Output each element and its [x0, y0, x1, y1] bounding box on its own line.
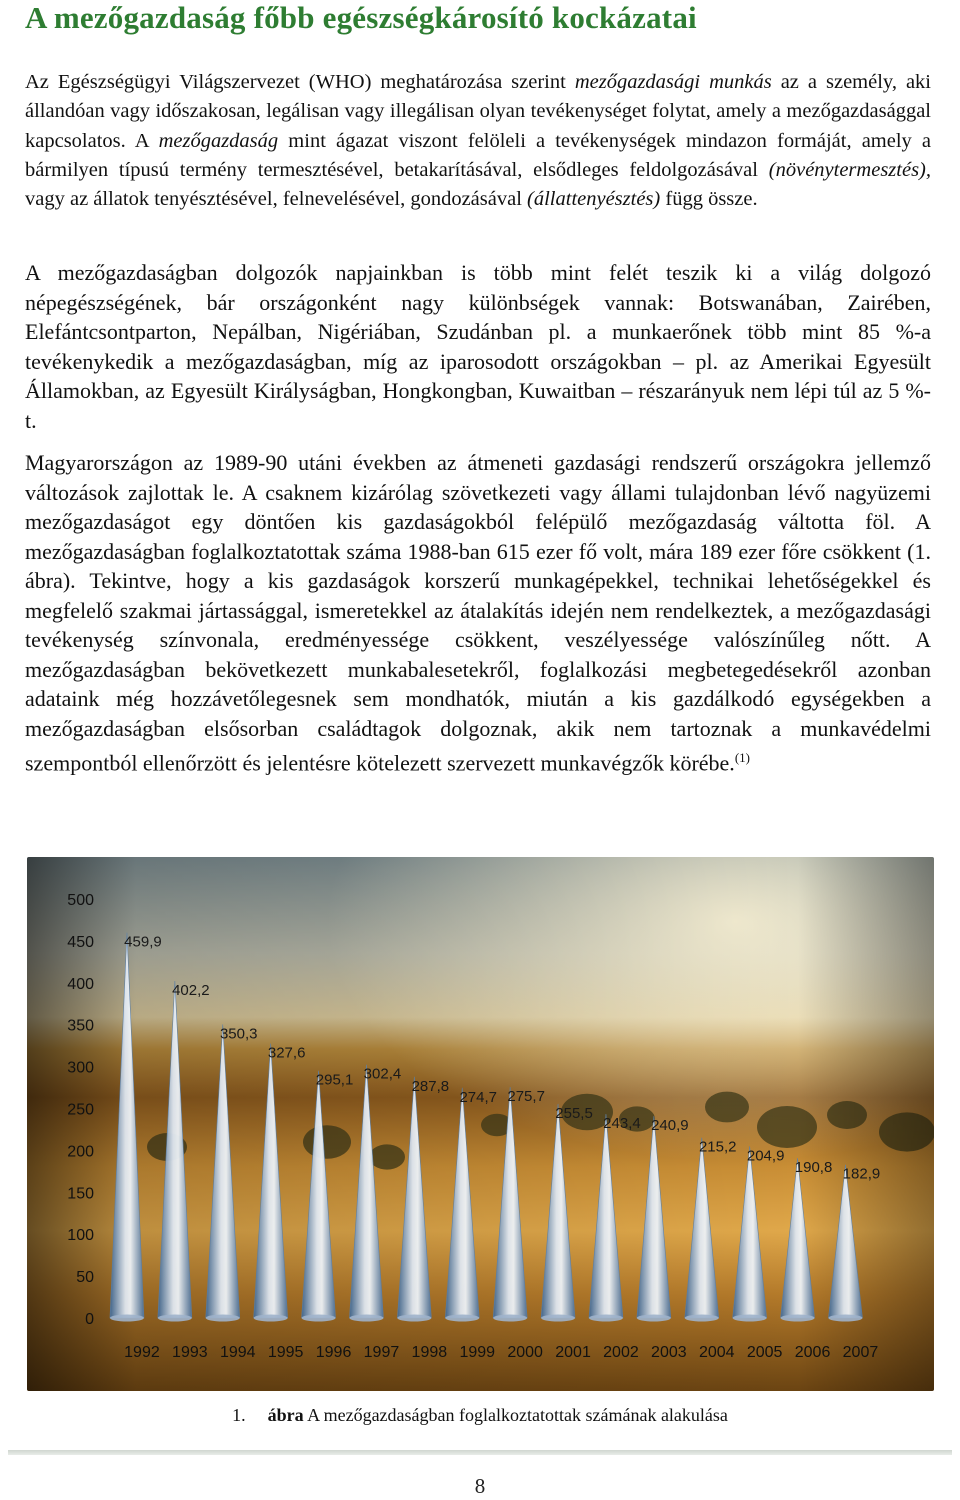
figure-caption: [0, 1405, 960, 1426]
data-label: 350,3: [219, 1025, 258, 1043]
y-tick-label: 450: [67, 933, 94, 951]
caption-text: A mezőgazdaságban foglalkoztatottak számának alakulása: [303, 1405, 728, 1425]
p1-text-3: mint ágazat viszont felöleli a tevékenységek mindazon formáját, amely a bármilyen típusú termény termesztésével, betakarításával, elsődleges feldolgozásával: [25, 129, 932, 181]
data-label: 275,7: [507, 1087, 545, 1105]
x-tick-label: 2004: [698, 1344, 735, 1361]
data-label: 255,5: [555, 1104, 593, 1122]
bar-base: [541, 1315, 575, 1322]
data-label: 243,4: [603, 1115, 641, 1133]
data-label: 182,9: [842, 1165, 881, 1183]
caption-label: ábra: [267, 1405, 304, 1425]
employment-chart: [27, 857, 934, 1391]
paragraph-world-share: A mezőgazdaságban dolgozók napjainkban is több mint felét teszik ki a világ dolgozó népegészségének, bár országonként nagy különbségek vannak: Botswanában, Zairében, Elefántcsontparton, Nepálban, Nigériában, Szudánban pl. a munkaerőnek több mint 85 %-a tevékenykedik a mezőgazdaságban, míg az iparosodott országokban – pl. az Amerikai Egyesült Államokban, az Egyesült Királyságban, Hongkongban, Kuwaitban – részarányuk nem lépi túl az 5 %-t.: [25, 260, 931, 433]
page-number: 8: [474, 1474, 486, 1498]
bar-base: [110, 1315, 144, 1322]
bar-base: [206, 1315, 240, 1322]
data-label: 204,9: [746, 1147, 785, 1165]
bar-base: [445, 1315, 479, 1322]
y-tick-label: 400: [67, 975, 94, 993]
y-tick-label: 250: [67, 1101, 94, 1119]
p1-text-2: az a személy, aki állandóan vagy időszakosan, legálisan vagy illegálisan olyan tevékenységet folytat, amely a mezőgazdasággal kapcsolatos. A: [25, 71, 931, 152]
y-tick-label: 0: [85, 1311, 94, 1328]
reference-marker: (1): [734, 750, 750, 765]
bar-base: [493, 1315, 527, 1322]
x-tick-label: 1992: [124, 1344, 160, 1361]
bar-base: [733, 1315, 767, 1322]
x-tick-label: 1995: [267, 1344, 304, 1361]
p1-text-4: vagy az állatok tenyésztésével, felnevelésével, gondozásával: [25, 188, 528, 211]
y-tick-label: 50: [76, 1269, 94, 1287]
y-tick-label: 500: [67, 892, 94, 909]
page-heading: A mezőgazdaság főbb egészségkárosító kockázatai: [25, 0, 697, 35]
bar-base: [589, 1315, 623, 1322]
p3-body: Magyarországon az 1989-90 utáni években az átmeneti gazdasági rendszerű országokra jellemző változások zajlottak le. A csaknem kizárólag szövetkezeti vagy állami tulajdonban lévő nagyüzemi mezőgazdaságot egy döntően kis gazdaságokból felépülő mezőgazdaság váltotta föl. A mezőgazdaságban foglalkoztatottak száma 1988-ban 615 ezer fő volt, mára 189 ezer főre csökkent (1. ábra). Tekintve, hogy a kis gazdaságok korszerű munkagépekkel, technikai lehetőségekkel és megfelelő szakmai jártassággal, ismeretekkel az átalakítás idején nem rendelkeztek, a mezőgazdasági tevékenység színvonala, eredményessége csökkent, veszélyessége valószínűleg nőtt. A mezőgazdaságban bekövetkezett munkabalesetekről, foglalkozási megbetegedésekről azonban adataink még hozzávetőlegesnek sem mondhatók, miután a kis gazdálkodó egységekben a mezőgazdaságban elsősorban családtagok dolgoznak, akik nem tartoznak a munkavédelmi szempontból ellenőrzött és jelentésre kötelezett szervezett munkavégzők körébe.: [25, 450, 931, 776]
x-tick-label: 2005: [746, 1344, 783, 1361]
p1-text-1: Az Egészségügyi Világszervezet (WHO) meghatározása szerint: [25, 71, 575, 93]
data-label: 215,2: [698, 1138, 737, 1156]
caption-number: 1.: [232, 1405, 246, 1425]
bar-base: [302, 1315, 336, 1322]
data-label: 402,2: [172, 981, 210, 999]
paragraph-who-definition: [25, 68, 931, 214]
bar-base: [685, 1315, 719, 1322]
x-tick-label: 1996: [315, 1344, 352, 1361]
x-tick-label: 2000: [507, 1344, 543, 1361]
y-tick-label: 200: [67, 1143, 94, 1161]
bar-base: [158, 1315, 192, 1322]
p1-term-animal-husbandry: (állattenyésztés): [527, 188, 661, 211]
y-tick-label: 300: [67, 1059, 94, 1077]
x-tick-label: 2006: [794, 1344, 831, 1361]
y-tick-label: 350: [67, 1017, 94, 1035]
x-tick-label: 2002: [603, 1344, 639, 1361]
x-tick-label: 1994: [219, 1344, 256, 1361]
p1-term-agricultural-worker: mezőgazdasági munkás: [574, 71, 772, 93]
data-label: 302,4: [363, 1065, 402, 1083]
data-label: 459,9: [124, 933, 162, 951]
paragraph-hungary: [25, 448, 931, 778]
p1-text-5: függ össze.: [660, 188, 758, 211]
x-tick-label: 2003: [651, 1344, 687, 1361]
y-tick-label: 100: [67, 1227, 94, 1245]
data-label: 190,8: [794, 1159, 833, 1177]
chart-svg: [27, 857, 934, 1391]
p1-term-crop-production: (növénytermesztés),: [768, 158, 931, 181]
x-tick-label: 1998: [411, 1344, 448, 1361]
bar-base: [254, 1315, 288, 1322]
footer-rule: [8, 1450, 952, 1455]
data-label: 274,7: [459, 1088, 498, 1106]
bar-base: [828, 1315, 862, 1322]
data-label: 287,8: [411, 1077, 450, 1095]
bar-base: [637, 1315, 671, 1322]
data-label: 240,9: [651, 1117, 689, 1135]
x-tick-label: 1999: [459, 1344, 496, 1361]
data-label: 295,1: [315, 1071, 354, 1089]
bar-base: [781, 1315, 815, 1322]
x-tick-label: 2007: [842, 1344, 879, 1361]
data-label: 327,6: [267, 1044, 306, 1062]
x-tick-label: 1993: [172, 1344, 208, 1361]
bar-base: [349, 1315, 383, 1322]
x-tick-label: 2001: [555, 1344, 591, 1361]
p1-term-agriculture: mezőgazdaság: [158, 129, 279, 152]
bar-base: [397, 1315, 431, 1322]
y-tick-label: 150: [67, 1185, 94, 1203]
x-tick-label: 1997: [363, 1344, 400, 1361]
